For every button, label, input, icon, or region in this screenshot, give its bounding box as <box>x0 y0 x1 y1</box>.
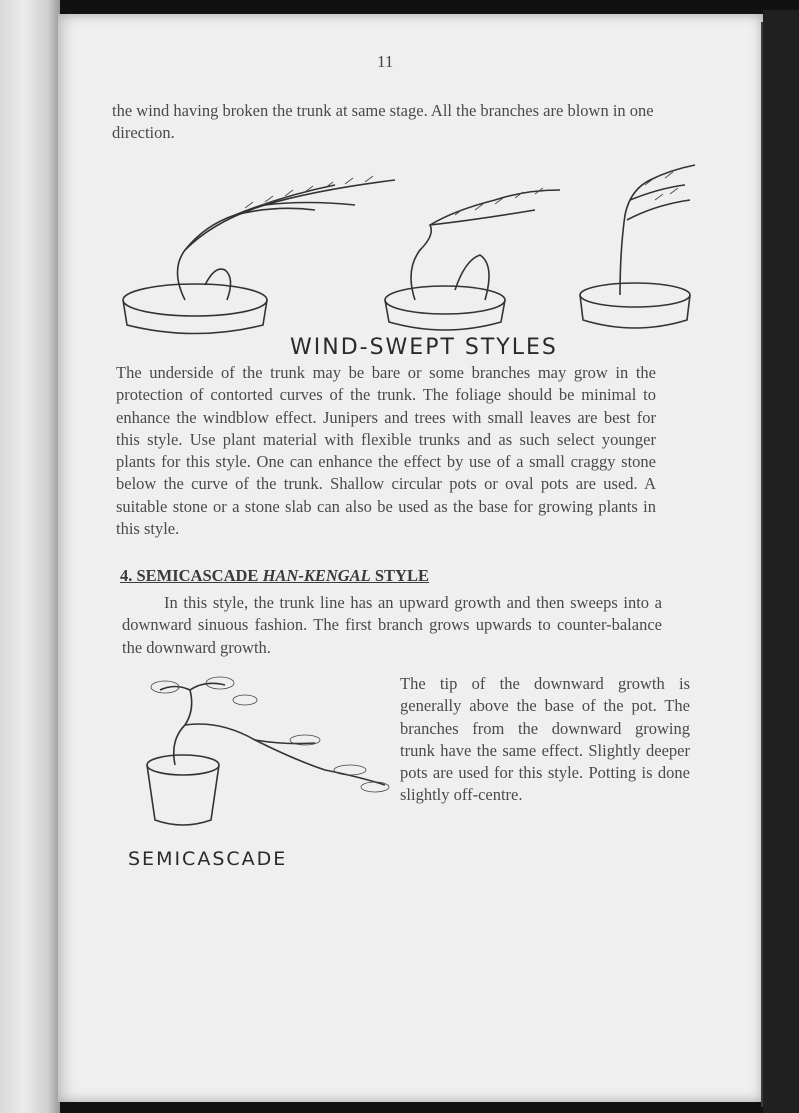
paragraph-wind-swept-details: The underside of the trunk may be bare or some branches may grow in the protection of contorted curves of the trunk. The foliage should be minimal to enhance the windblow effect. Junipers and trees with small leaves are best for this style. Use plant material with flexible trunks and as such select younger plants for this style. One can enhance the effect by use of a small craggy stone below the curve of the trunk. Shallow circular pots or oval pots are used. A suitable stone or a stone slab can also be used as the base for growing plants in this style. <box>116 363 656 538</box>
paragraph-semicascade-intro: In this style, the trunk line has an upward growth and then sweeps into a downward sinuous fashion. The first branch grows upwards to counter-balance the downward growth. <box>122 593 662 657</box>
heading-prefix: 4. SEMICASCADE <box>120 566 263 585</box>
page-number: 11 <box>377 52 394 71</box>
section-heading-semicascade <box>120 566 429 586</box>
heading-suffix: STYLE <box>370 566 429 585</box>
book-cover <box>763 10 799 1113</box>
semicascade-illustration <box>125 665 395 845</box>
facing-page-edge <box>0 0 60 1113</box>
wind-swept-caption: WIND-SWEPT STYLES <box>290 335 558 360</box>
heading-italic: HAN-KENGAL <box>262 566 371 585</box>
semicascade-caption: SEMICASCADE <box>128 848 288 870</box>
paragraph-wind-intro: the wind having broken the trunk at same stage. All the branches are blown in one direction. <box>112 101 654 143</box>
paragraph-semicascade-details: The tip of the downward growth is generally above the base of the pot. The branches from the downward growing trunk have the same effect. Slightly deeper pots are used for this style. Potting is done slightly off-centre. <box>400 674 690 805</box>
wind-swept-illustration <box>115 160 715 340</box>
